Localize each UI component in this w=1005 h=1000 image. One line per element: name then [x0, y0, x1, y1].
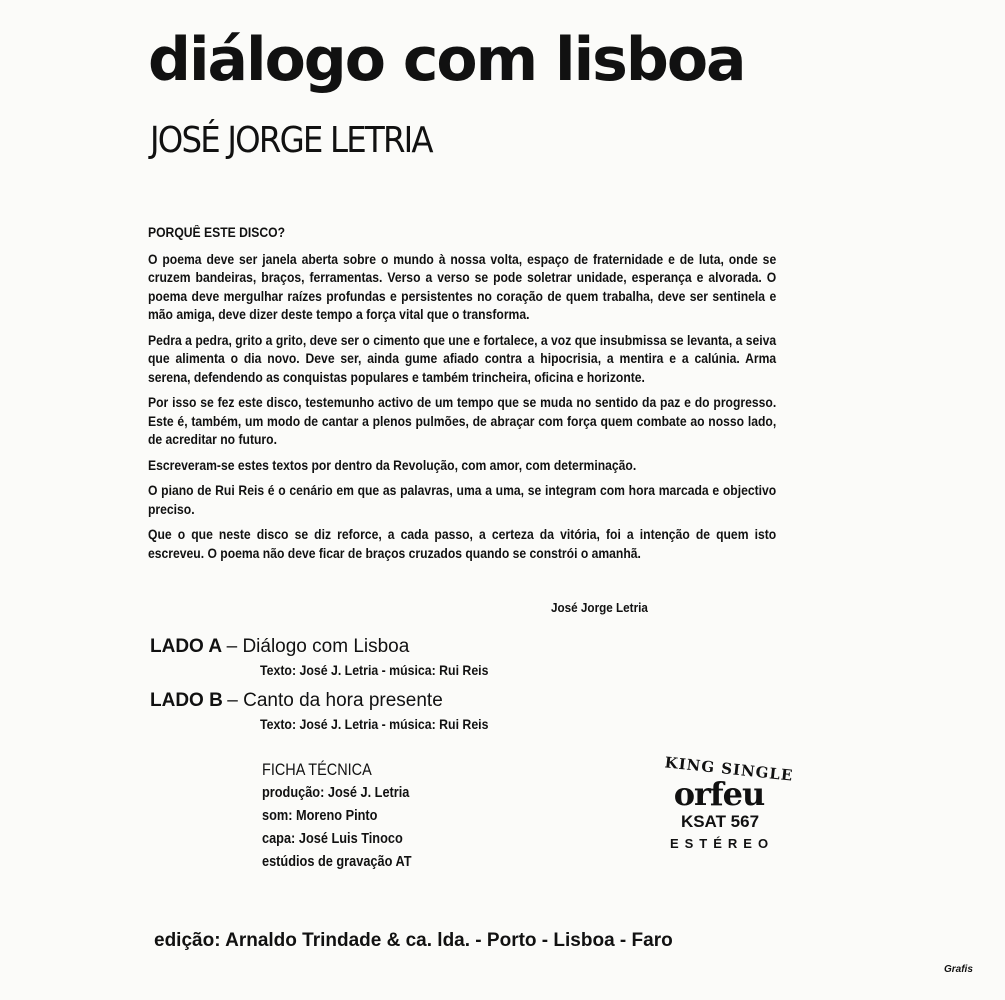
- liner-notes-paragraph: O poema deve ser janela aberta sobre o mundo à nossa volta, espaço de fraternidade e de luta, onde se cruzem bandeiras, braços, ferramentas. Verso a verso se pode soletrar unidade, esperança e alvorada. O poema deve mergulhar raízes profundas e persistentes no coração de quem trabalha, deve ser sentinela e mão amiga, deve dizer deste tempo a força vital que o transforma.: [148, 251, 777, 322]
- label-brand: orfeu: [673, 775, 765, 813]
- side-title: Canto da hora presente: [243, 690, 443, 711]
- side-a: [150, 636, 520, 678]
- liner-notes: [148, 224, 776, 570]
- side-credit: Texto: José J. Letria - música: Rui Reis: [260, 662, 489, 678]
- credit-line: estúdios de gravação AT: [262, 853, 412, 870]
- liner-notes-heading: PORQUÊ ESTE DISCO?: [148, 225, 286, 240]
- album-title: diálogo com lisboa: [148, 25, 745, 95]
- liner-notes-paragraph: Que o que neste disco se diz reforce, a cada passo, a certeza da vitória, foi a intenção de quem isto escreveu. O poema não deve ficar de braços cruzados quando se constrói o amanhã.: [148, 527, 777, 561]
- label-series: KING SINGLE: [663, 753, 795, 785]
- audio-format: ESTÉREO: [669, 836, 775, 851]
- credit-line: capa: José Luis Tinoco: [262, 830, 403, 847]
- catalog-number: KSAT 567: [680, 812, 760, 831]
- side-b: [150, 690, 520, 732]
- record-label-logo: [650, 753, 800, 851]
- side-label: LADO A: [150, 636, 223, 657]
- artist-name: JOSÉ JORGE LETRIA: [150, 120, 432, 161]
- side-dash: –: [227, 690, 244, 711]
- side-title: Diálogo com Lisboa: [242, 636, 410, 657]
- liner-notes-paragraph: Por isso se fez este disco, testemunho activo de um tempo que se muda no sentido da paz e do progresso. Este é, também, um modo de cantar a plenos pulmões, de abraçar com força quem combate ao nosso lado, de acreditar no futuro.: [148, 395, 777, 447]
- side-label: LADO B: [150, 690, 223, 711]
- side-credit: Texto: José J. Letria - música: Rui Reis: [260, 716, 489, 732]
- publisher-line: edição: Arnaldo Trindade & ca. lda. - Porto - Lisboa - Faro: [154, 930, 673, 951]
- printer-mark: Grafis: [944, 964, 973, 975]
- liner-notes-signature: José Jorge Letria: [551, 600, 648, 615]
- liner-notes-paragraph: Escreveram-se estes textos por dentro da Revolução, com amor, com determinação.: [148, 457, 637, 473]
- side-dash: –: [226, 636, 243, 657]
- credit-line: produção: José J. Letria: [262, 784, 410, 801]
- technical-credits: [262, 758, 412, 873]
- liner-notes-paragraph: Pedra a pedra, grito a grito, deve ser o cimento que une e fortalece, a voz que insubmissa se levanta, a seiva que alimenta o dia novo. Deve ser, ainda gume afiado contra a hipocrisia, a mentira e a calúnia. Arma serena, defendendo as conquistas populares e também trincheira, oficina e horizonte.: [148, 332, 777, 385]
- credit-line: som: Moreno Pinto: [262, 807, 378, 824]
- liner-notes-paragraph: O piano de Rui Reis é o cenário em que as palavras, uma a uma, se integram com hora marcada e objectivo preciso.: [148, 483, 777, 517]
- credits-heading: FICHA TÉCNICA: [262, 760, 372, 779]
